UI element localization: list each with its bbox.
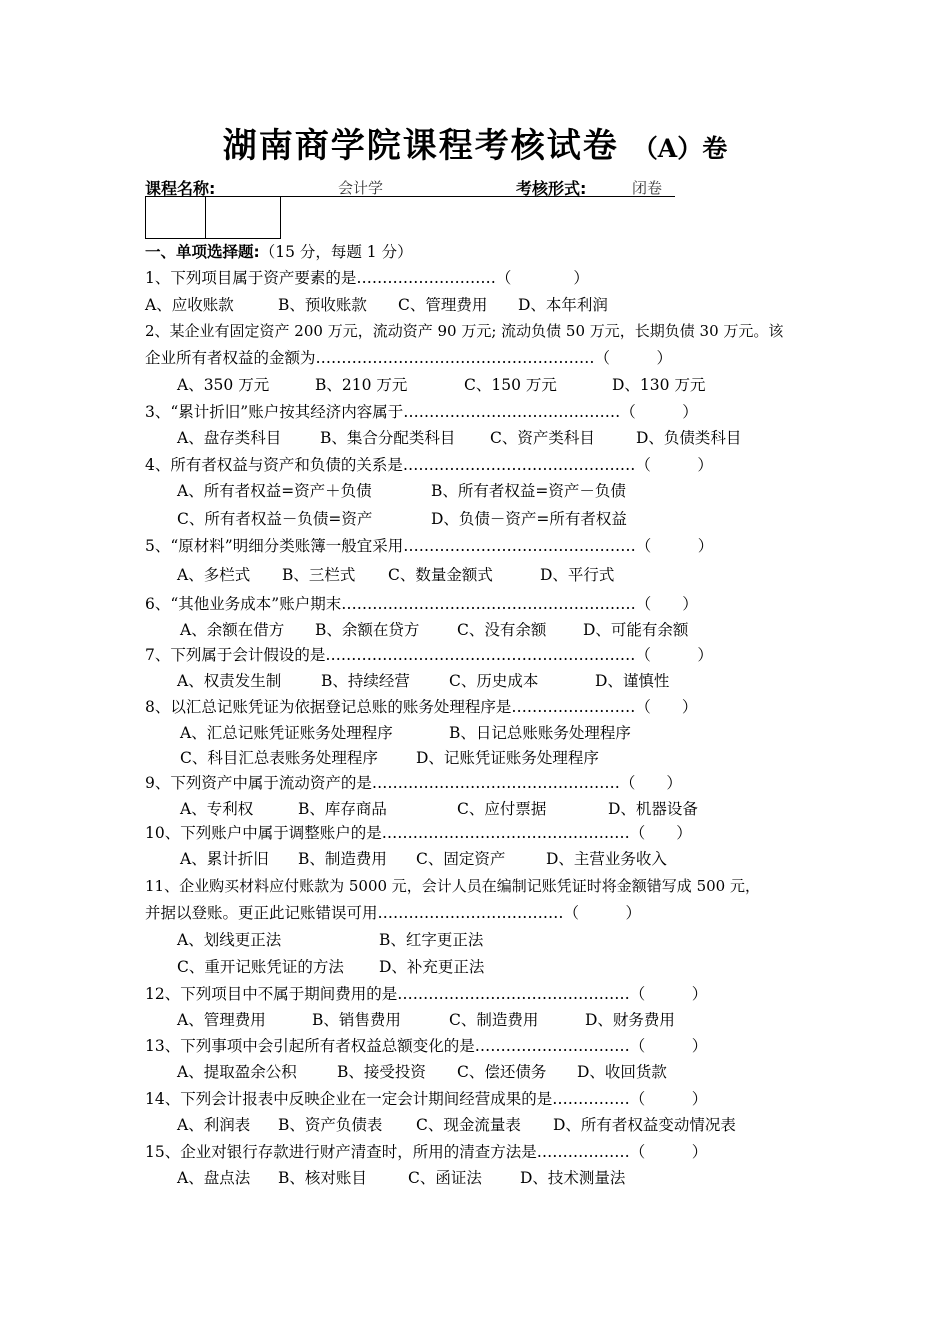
question-11-line-1: 11、企业购买材料应付账款为 5000 元，会计人员在编制记账凭证时将金额错写成 500 元， bbox=[145, 877, 760, 895]
q11-option-d: D、补充更正法 bbox=[379, 958, 485, 976]
question-10: 10、下列账户中属于调整账户的是…………………………………………（ ） bbox=[145, 824, 692, 842]
title-paper-variant: （A）卷 bbox=[632, 134, 728, 163]
q7-option-d: D、谨慎性 bbox=[595, 672, 670, 690]
question-15: 15、企业对银行存款进行财产清查时，所用的清查方法是………………（ ） bbox=[145, 1143, 708, 1161]
course-name-label: 课程名称: bbox=[145, 179, 216, 198]
question-9: 9、下列资产中属于流动资产的是…………………………………………（ ） bbox=[145, 774, 682, 792]
question-11-line-2: 并据以登账。更正此记账错误可用………………………………（ ） bbox=[145, 904, 642, 922]
q1-option-c: C、管理费用 bbox=[398, 296, 488, 314]
q4-option-d: D、负债－资产=所有者权益 bbox=[431, 510, 627, 528]
score-box-right bbox=[205, 196, 281, 239]
q2-option-c: C、150 万元 bbox=[464, 376, 557, 394]
q3-option-b: B、集合分配类科目 bbox=[320, 429, 456, 447]
question-6: 6、“其他业务成本”账户期末…………………………………………………（ ） bbox=[145, 595, 698, 613]
q15-option-c: C、函证法 bbox=[408, 1169, 482, 1187]
course-name-value: 会计学 bbox=[338, 179, 384, 197]
q9-option-c: C、应付票据 bbox=[457, 800, 547, 818]
q15-option-a: A、盘点法 bbox=[177, 1169, 251, 1187]
q12-option-b: B、销售费用 bbox=[312, 1011, 401, 1029]
q4-option-a: A、所有者权益=资产＋负债 bbox=[177, 482, 372, 500]
score-box-left bbox=[145, 196, 206, 239]
question-5: 5、“原材料”明细分类账簿一般宜采用………………………………………（ ） bbox=[145, 537, 714, 555]
q2-option-a: A、350 万元 bbox=[177, 376, 270, 394]
q5-option-a: A、多栏式 bbox=[177, 566, 251, 584]
q14-option-d: D、所有者权益变动情况表 bbox=[553, 1116, 736, 1134]
question-4: 4、所有者权益与资产和负债的关系是………………………………………（ ） bbox=[145, 456, 713, 474]
q8-option-d: D、记账凭证账务处理程序 bbox=[416, 749, 599, 767]
question-3: 3、“累计折旧”账户按其经济内容属于……………………………………（ ） bbox=[145, 403, 698, 421]
q13-option-c: C、偿还债务 bbox=[457, 1063, 547, 1081]
q14-option-c: C、现金流量表 bbox=[416, 1116, 521, 1134]
q1-option-b: B、预收账款 bbox=[278, 296, 367, 314]
q15-option-d: D、技术测量法 bbox=[520, 1169, 626, 1187]
q9-option-b: B、库存商品 bbox=[298, 800, 387, 818]
q3-option-c: C、资产类科目 bbox=[490, 429, 595, 447]
question-14: 14、下列会计报表中反映企业在一定会计期间经营成果的是……………（ ） bbox=[145, 1090, 708, 1108]
q7-option-a: A、权责发生制 bbox=[177, 672, 282, 690]
section-heading bbox=[145, 240, 413, 262]
question-1: 1、下列项目属于资产要素的是………………………（ ） bbox=[145, 269, 589, 287]
q15-option-b: B、核对账目 bbox=[278, 1169, 367, 1187]
q4-option-b: B、所有者权益=资产－负债 bbox=[431, 482, 626, 500]
q11-option-c: C、重开记账凭证的方法 bbox=[177, 958, 344, 976]
q7-option-b: B、持续经营 bbox=[321, 672, 410, 690]
q12-option-a: A、管理费用 bbox=[177, 1011, 266, 1029]
q3-option-d: D、负债类科目 bbox=[636, 429, 742, 447]
q10-option-a: A、累计折旧 bbox=[180, 850, 269, 868]
q6-option-b: B、余额在贷方 bbox=[315, 621, 420, 639]
q13-option-b: B、接受投资 bbox=[337, 1063, 426, 1081]
question-12: 12、下列项目中不属于期间费用的是………………………………………（ ） bbox=[145, 985, 708, 1003]
q8-option-c: C、科目汇总表账务处理程序 bbox=[180, 749, 378, 767]
question-13: 13、下列事项中会引起所有者权益总额变化的是…………………………（ ） bbox=[145, 1037, 708, 1055]
q12-option-d: D、财务费用 bbox=[585, 1011, 675, 1029]
exam-form-label: 考核形式: bbox=[516, 179, 587, 198]
q6-option-c: C、没有余额 bbox=[457, 621, 547, 639]
q14-option-b: B、资产负债表 bbox=[278, 1116, 383, 1134]
q2-option-d: D、130 万元 bbox=[612, 376, 706, 394]
q8-option-a: A、汇总记账凭证账务处理程序 bbox=[180, 724, 393, 742]
q13-option-d: D、收回货款 bbox=[577, 1063, 667, 1081]
q10-option-d: D、主营业务收入 bbox=[546, 850, 667, 868]
question-2-line-1: 2、某企业有固定资产 200 万元，流动资产 90 万元; 流动负债 50 万元，长期负债 30 万元。该 bbox=[145, 322, 784, 340]
section-title: 一、单项选择题: bbox=[145, 243, 260, 261]
question-2-line-2: 企业所有者权益的金额为………………………………………………（ ） bbox=[145, 349, 673, 367]
q11-option-a: A、划线更正法 bbox=[177, 931, 282, 949]
exam-form-value: 闭卷 bbox=[632, 179, 663, 197]
q9-option-a: A、专利权 bbox=[180, 800, 254, 818]
q5-option-d: D、平行式 bbox=[540, 566, 615, 584]
q5-option-b: B、三栏式 bbox=[282, 566, 356, 584]
q10-option-b: B、制造费用 bbox=[298, 850, 387, 868]
q3-option-a: A、盘存类科目 bbox=[177, 429, 282, 447]
q14-option-a: A、利润表 bbox=[177, 1116, 251, 1134]
q1-option-d: D、本年利润 bbox=[518, 296, 608, 314]
q13-option-a: A、提取盈余公积 bbox=[177, 1063, 297, 1081]
section-note: （15 分，每题 1 分） bbox=[259, 243, 413, 261]
q1-option-a: A、应收账款 bbox=[145, 296, 234, 314]
q9-option-d: D、机器设备 bbox=[608, 800, 698, 818]
question-7: 7、下列属于会计假设的是……………………………………………………（ ） bbox=[145, 646, 713, 664]
q5-option-c: C、数量金额式 bbox=[388, 566, 493, 584]
q7-option-c: C、历史成本 bbox=[449, 672, 539, 690]
q6-option-d: D、可能有余额 bbox=[583, 621, 689, 639]
q6-option-a: A、余额在借方 bbox=[180, 621, 285, 639]
q2-option-b: B、210 万元 bbox=[315, 376, 408, 394]
q12-option-c: C、制造费用 bbox=[449, 1011, 539, 1029]
title-main: 湖南商学院课程考核试卷 bbox=[222, 126, 619, 166]
q10-option-c: C、固定资产 bbox=[416, 850, 506, 868]
exam-title bbox=[0, 118, 950, 167]
q11-option-b: B、红字更正法 bbox=[379, 931, 484, 949]
question-8: 8、以汇总记账凭证为依据登记总账的账务处理程序是……………………（ ） bbox=[145, 698, 698, 716]
q8-option-b: B、日记总账账务处理程序 bbox=[449, 724, 631, 742]
q4-option-c: C、所有者权益－负债=资产 bbox=[177, 510, 373, 528]
